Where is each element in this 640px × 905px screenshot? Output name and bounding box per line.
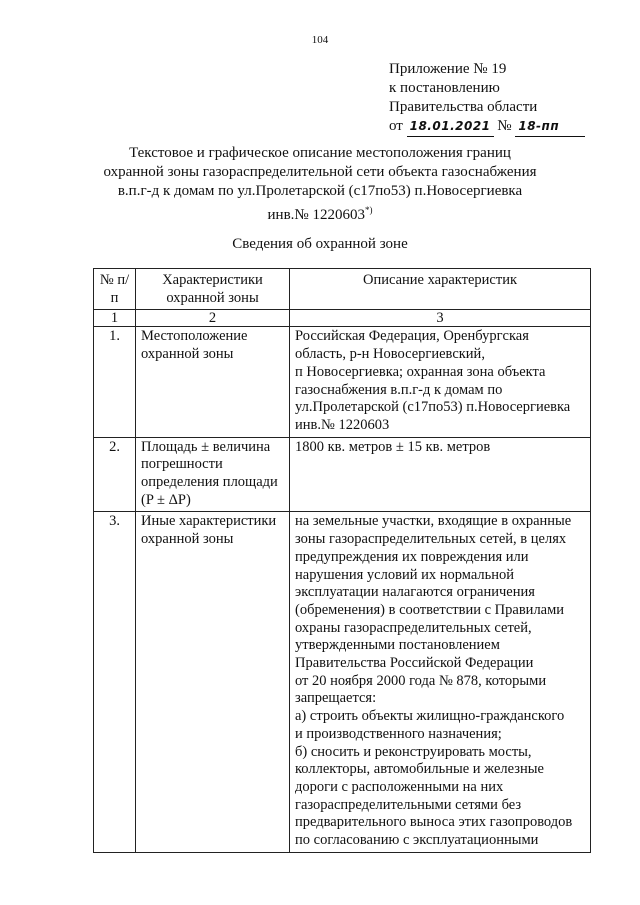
index-cell: 1	[94, 310, 136, 327]
description-line: и производственного назначения;	[295, 725, 502, 742]
header-description: Описание характеристик	[290, 269, 591, 310]
number-label: №	[497, 118, 512, 134]
table-row	[94, 327, 591, 437]
description-line: п Новосергиевка; охранная зона объекта	[295, 363, 546, 380]
description-line: на земельные участки, входящие в охранные	[295, 513, 572, 530]
inventory-number: инв.№ 1220603	[267, 207, 365, 223]
row-number: 3.	[94, 512, 136, 852]
description-line: инв.№ 1220603	[295, 416, 390, 433]
description-line: область, р-н Новосергиевский,	[295, 346, 485, 363]
description-line: от 20 ноября 2000 года № 878, которыми	[295, 672, 547, 689]
description-line: по согласованию с эксплуатационными	[295, 832, 539, 849]
description-line: газоснабжения в.п.г-д к домам по	[295, 381, 503, 398]
table-index-row	[94, 310, 591, 327]
handwritten-number: 18-пп	[515, 117, 585, 137]
row-characteristic: Иные характеристики охранной зоны	[136, 512, 290, 852]
row-characteristic: Площадь ± величина погрешности определения площади (P ± ΔP)	[136, 437, 290, 512]
title-line-2: охранной зоны газораспределительной сети объекта газоснабжения	[103, 164, 537, 180]
handwritten-date: 18.01.2021	[407, 117, 494, 137]
row-number: 2.	[94, 437, 136, 512]
description-line: запрещается:	[295, 690, 377, 707]
table-row	[94, 437, 591, 512]
description-line: зоны газораспределительных сетей, в целях	[295, 531, 567, 548]
table-header-row	[94, 269, 591, 310]
description-line: (обременения) в соответствии с Правилами	[295, 601, 565, 618]
description-line: утвержденными постановлением	[295, 637, 500, 654]
zone-table	[93, 268, 591, 853]
row-number: 1.	[94, 327, 136, 437]
appendix-line-1: Приложение № 19	[389, 61, 507, 77]
row-description	[290, 437, 591, 512]
page-number: 104	[311, 34, 329, 46]
description-line: охраны газораспределительных сетей,	[295, 619, 532, 636]
title-line-1: Текстовое и графическое описание местоположения границ	[129, 145, 511, 161]
description-line: 1800 кв. метров ± 15 кв. метров	[295, 438, 491, 455]
description-line: коллекторы, автомобильные и железные	[295, 761, 544, 778]
appendix-line-2: к постановлению	[389, 80, 500, 96]
appendix-line-3: Правительства области	[389, 99, 538, 115]
header-characteristic: Характеристики охранной зоны	[136, 269, 290, 310]
description-line: а) строить объекты жилищно-гражданского	[295, 708, 565, 725]
description-line: эксплуатации налагаются ограничения	[295, 584, 535, 601]
index-cell: 3	[290, 310, 591, 327]
from-label: от	[389, 118, 403, 134]
description-line: ул.Пролетарской (с17по53) п.Новосергиевка	[295, 399, 571, 416]
index-cell: 2	[136, 310, 290, 327]
row-description	[290, 327, 591, 437]
description-line: нарушения условий их нормальной	[295, 566, 515, 583]
description-line: газораспределительными сетями без	[295, 796, 522, 813]
description-line: предупреждения их повреждения или	[295, 548, 529, 565]
row-characteristic: Местоположение охранной зоны	[136, 327, 290, 437]
description-line: дороги с расположенными на них	[295, 778, 504, 795]
row-description	[290, 512, 591, 852]
header-number: № п/п	[94, 269, 136, 310]
description-line: Правительства Российской Федерации	[295, 655, 534, 672]
table-row	[94, 512, 591, 852]
section-subtitle: Сведения об охранной зоне	[232, 236, 408, 252]
description-line: Российская Федерация, Оренбургская	[295, 328, 529, 345]
title-line-3: в.п.г-д к домам по ул.Пролетарской (с17по53) п.Новосергиевка	[117, 183, 523, 199]
footnote-mark: *)	[364, 205, 373, 215]
description-line: предварительного выноса этих газопроводов	[295, 814, 573, 831]
description-line: б) сносить и реконструировать мосты,	[295, 743, 532, 760]
